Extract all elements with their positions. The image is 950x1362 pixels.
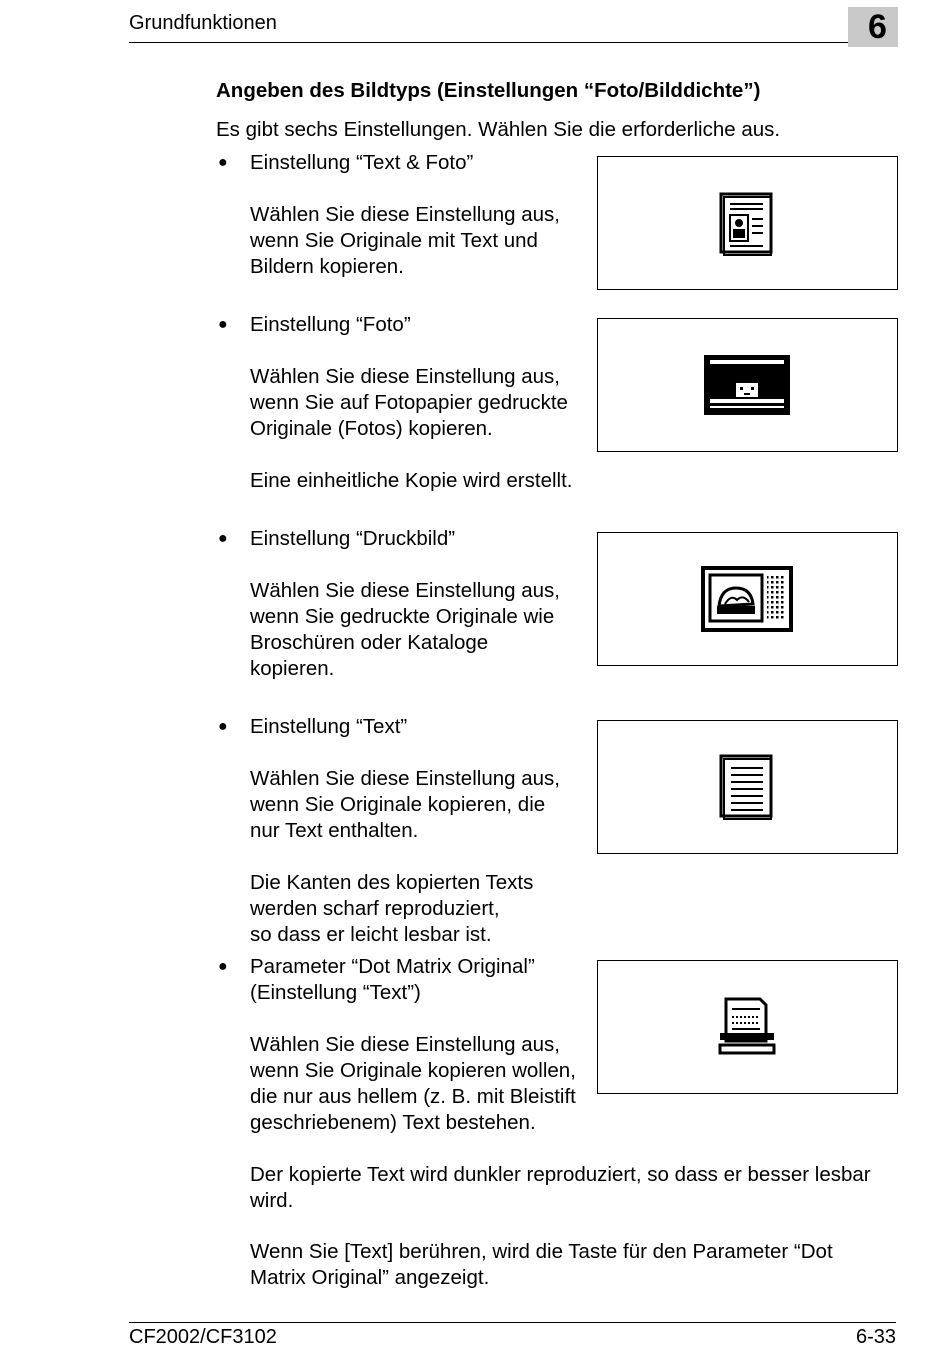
photo-icon — [702, 353, 792, 417]
item-desc-text-photo: Wählen Sie diese Einstellung aus, wenn Sie Originale mit Text und Bildern kopieren. — [250, 203, 560, 278]
running-header: Grundfunktionen — [129, 12, 277, 34]
item-note-dot-matrix: Der kopierte Text wird dunkler reproduziert, so dass er besser lesbar wird. — [250, 1163, 871, 1212]
bullet-icon: ● — [218, 316, 228, 333]
footer-model: CF2002/CF3102 — [129, 1326, 277, 1348]
item-desc-text: Wählen Sie diese Einstellung aus, wenn Sie Originale kopieren, die nur Text enthalten. — [250, 767, 560, 842]
text-photo-icon — [719, 192, 775, 256]
page-number: 6-33 — [855, 1326, 896, 1348]
illustration-box-printed-image — [597, 532, 898, 666]
intro-text: Es gibt sechs Einstellungen. Wählen Sie die erforderliche aus. — [216, 118, 781, 141]
header-rule — [129, 42, 896, 43]
item-note-photo: Eine einheitliche Kopie wird erstellt. — [250, 469, 573, 492]
footer-rule — [129, 1322, 896, 1323]
illustration-box-text-photo — [597, 156, 898, 290]
item-note-text: Die Kanten des kopierten Texts werden scharf reproduziert, so dass er leicht lesbar ist. — [250, 871, 534, 946]
illustration-box-text — [597, 720, 898, 854]
item-desc-photo: Wählen Sie diese Einstellung aus, wenn Sie auf Fotopapier gedruckte Originale (Fotos) kopieren. — [250, 365, 568, 440]
dot-matrix-icon — [716, 995, 778, 1059]
item-title-dot-matrix: Parameter “Dot Matrix Original” (Einstellung “Text”) — [250, 955, 535, 1004]
item-desc-dot-matrix: Wählen Sie diese Einstellung aus, wenn Sie Originale kopieren wollen, die nur aus hellem (z. B. mit Bleistift geschriebenem) Text bestehen. — [250, 1033, 576, 1134]
item-desc-printed-image: Wählen Sie diese Einstellung aus, wenn Sie gedruckte Originale wie Broschüren oder Kataloge kopieren. — [250, 579, 560, 680]
illustration-box-photo — [597, 318, 898, 452]
printed-image-icon — [701, 566, 795, 634]
item-title-printed-image: Einstellung “Druckbild” — [250, 527, 456, 550]
item-title-text-photo: Einstellung “Text & Foto” — [250, 151, 474, 174]
bullet-icon: ● — [218, 718, 228, 735]
bullet-icon: ● — [218, 958, 228, 975]
chapter-number: 6 — [868, 8, 887, 46]
illustration-box-dot-matrix — [597, 960, 898, 1094]
item-title-text: Einstellung “Text” — [250, 715, 408, 738]
section-heading: Angeben des Bildtyps (Einstellungen “Foto/Bilddichte”) — [216, 79, 761, 102]
item-hint-dot-matrix: Wenn Sie [Text] berühren, wird die Taste für den Parameter “Dot Matrix Original” angezeigt. — [250, 1240, 833, 1289]
item-title-photo: Einstellung “Foto” — [250, 313, 411, 336]
bullet-icon: ● — [218, 154, 228, 171]
bullet-icon: ● — [218, 530, 228, 547]
text-icon — [719, 754, 775, 820]
